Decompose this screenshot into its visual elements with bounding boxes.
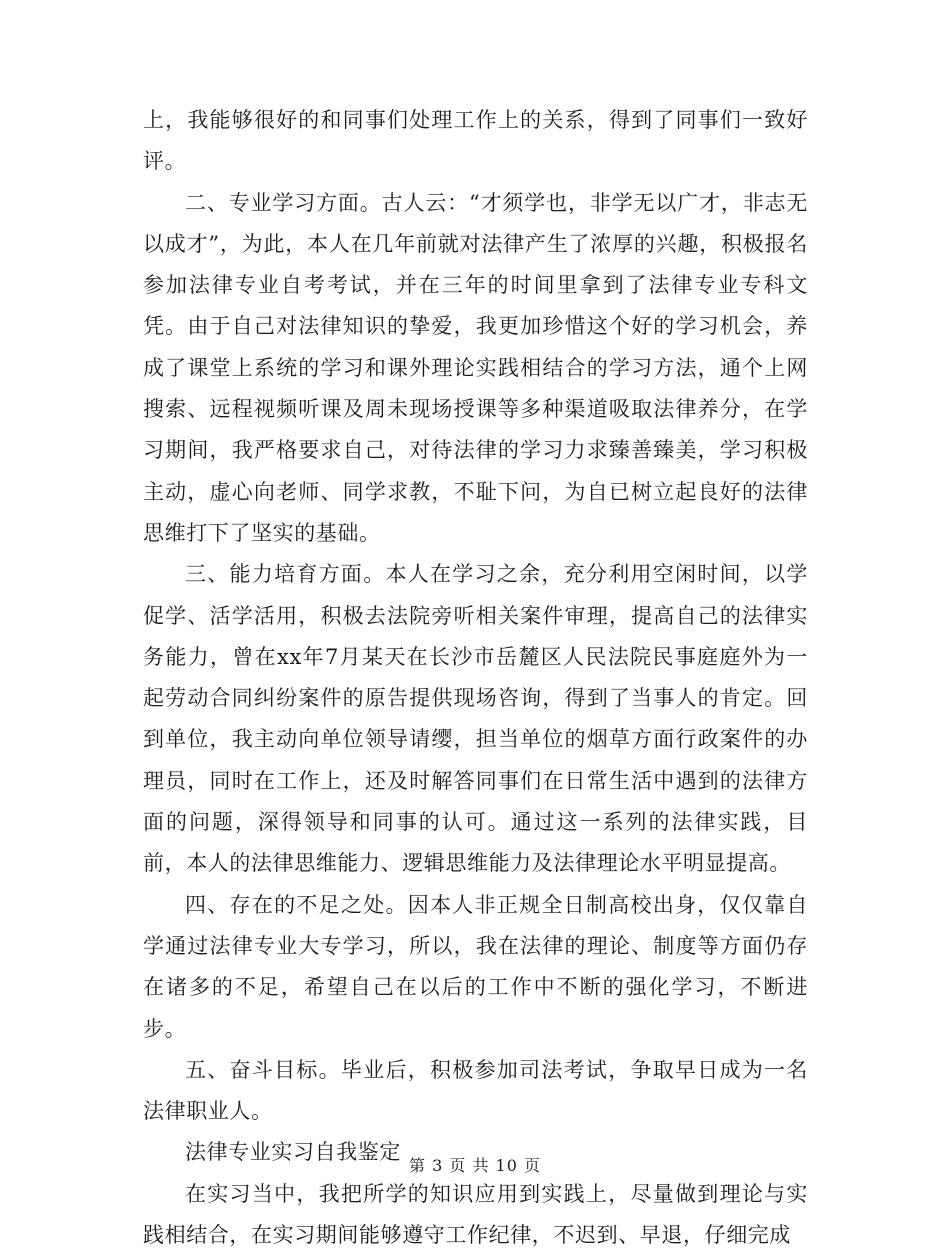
document-body <box>143 100 808 1256</box>
section-title: 法律专业实习自我鉴定 <box>185 1140 401 1165</box>
paragraph-internship-intro: 在实习当中，我把所学的知识应用到实践上，尽量做到理论与实践相结合，在实习期间能够遵守工作纪律，不迟到、早退，仔细完成 <box>143 1181 808 1248</box>
paragraph-shortcomings: 四、存在的不足之处。因本人非正规全日制高校出身，仅仅靠自学通过法律专业大专学习，所以，我在法律的理论、制度等方面仍存在诸多的不足，希望自己在以后的工作中不断的强化学习，不断进步。 <box>143 892 808 1041</box>
paragraph-goals: 五、奋斗目标。毕业后，积极参加司法考试，争取早日成为一名法律职业人。 <box>143 1057 808 1124</box>
paragraph-professional-study: 二、专业学习方面。古人云：“才须学也，非学无以广才，非志无以成才”，为此，本人在几年前就对法律产生了浓厚的兴趣，积极报名参加法律专业自考考试，并在三年的时间里拿到了法律专业专科文凭。由于自己对法律知识的挚爱，我更加珍惜这个好的学习机会，养成了课堂上系统的学习和课外理论实践相结合的学习方法，通个上网搜索、远程视频听课及周未现场授课等多种渠道吸取法律养分，在学习期间，我严格要求自己，对待法律的学习力求臻善臻美，学习积极主动，虚心向老师、同学求教，不耻下问，为自已树立起良好的法律思维打下了坚实的基础。 <box>143 190 808 545</box>
paragraph-continuation: 上，我能够很好的和同事们处理工作上的关系，得到了同事们一致好评。 <box>143 108 808 174</box>
paragraph-ability-cultivation: 三、能力培育方面。本人在学习之余，充分利用空闲时间，以学促学、活学活用，积极去法院旁听相关案件审理，提高自己的法律实务能力，曾在xx年7月某天在长沙市岳麓区人民法院民事庭庭外为一起劳动合同纠纷案件的原告提供现场咨询，得到了当事人的肯定。回到单位，我主动向单位领导请缨，担当单位的烟草方面行政案件的办理员，同时在工作上，还及时解答同事们在日常生活中遇到的法律方面的问题，深得领导和同事的认可。通过这一系列的法律实践，目前，本人的法律思维能力、逻辑思维能力及法律理论水平明显提高。 <box>143 562 808 876</box>
page-number-footer: 第 3 页 共 10 页 <box>409 1156 541 1175</box>
